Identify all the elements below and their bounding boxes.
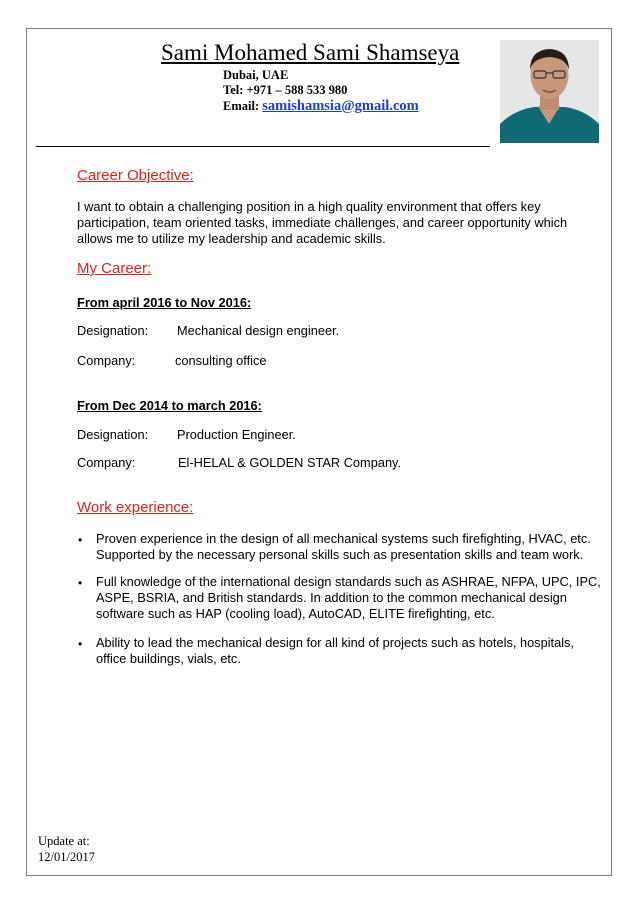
profile-photo-illustration: [500, 40, 599, 143]
position-2-period: From Dec 2014 to march 2016:: [77, 398, 262, 413]
header-divider: [36, 146, 490, 147]
email-line: [223, 98, 419, 115]
phone-text: Tel: +971 – 588 533 980: [223, 83, 348, 97]
work-experience-item: Full knowledge of the international design standards such as ASHRAE, NFPA, UPC, IPC, ASPE, BSRIA, and British standards. In addition to the common mechanical design software such as HAP (cooling load), AutoCAD, ELITE firefighting, etc.: [96, 574, 601, 621]
position-1-designation: Mechanical design engineer.: [177, 323, 340, 338]
position-2-designation: Production Engineer.: [177, 427, 296, 442]
position-1-company: consulting office: [175, 353, 267, 368]
bullet-icon: •: [78, 533, 83, 547]
email-link[interactable]: samishamsia@gmail.com: [262, 98, 419, 114]
position-2-company: El-HELAL & GOLDEN STAR Company.: [178, 455, 402, 470]
position-1-period: From april 2016 to Nov 2016:: [77, 295, 252, 310]
career-objective-text: I want to obtain a challenging position in a high quality environment that offers key participation, team oriented tasks, immediate challenges, and career opportunity which allows me to utilize my leadership and academic skills.: [77, 199, 568, 246]
work-experience-item: Ability to lead the mechanical design for all kind of projects such as hotels, hospitals, office buildings, vials, etc.: [96, 635, 575, 666]
profile-photo: [500, 40, 599, 143]
bullet-icon: •: [78, 576, 83, 590]
position-2-company-label: Company:: [77, 455, 136, 470]
page-border: [26, 28, 612, 876]
bullet-icon: •: [78, 637, 83, 651]
email-label: Email:: [223, 99, 260, 113]
position-1-company-label: Company:: [77, 353, 136, 368]
location-text: Dubai, UAE: [223, 68, 289, 82]
career-objective-heading: Career Objective:: [77, 167, 194, 184]
position-2-designation-label: Designation:: [77, 427, 149, 442]
update-label: Update at:: [38, 834, 90, 848]
candidate-name: Sami Mohamed Sami Shamseya: [161, 40, 460, 65]
work-experience-heading: Work experience:: [77, 499, 194, 516]
update-date: 12/01/2017: [38, 850, 95, 864]
work-experience-item: Proven experience in the design of all mechanical systems such firefighting, HVAC, etc. Supported by the necessary personal skills such as presentation skills and team work.: [96, 531, 591, 562]
my-career-heading: My Career:: [77, 260, 152, 277]
position-1-designation-label: Designation:: [77, 323, 149, 338]
